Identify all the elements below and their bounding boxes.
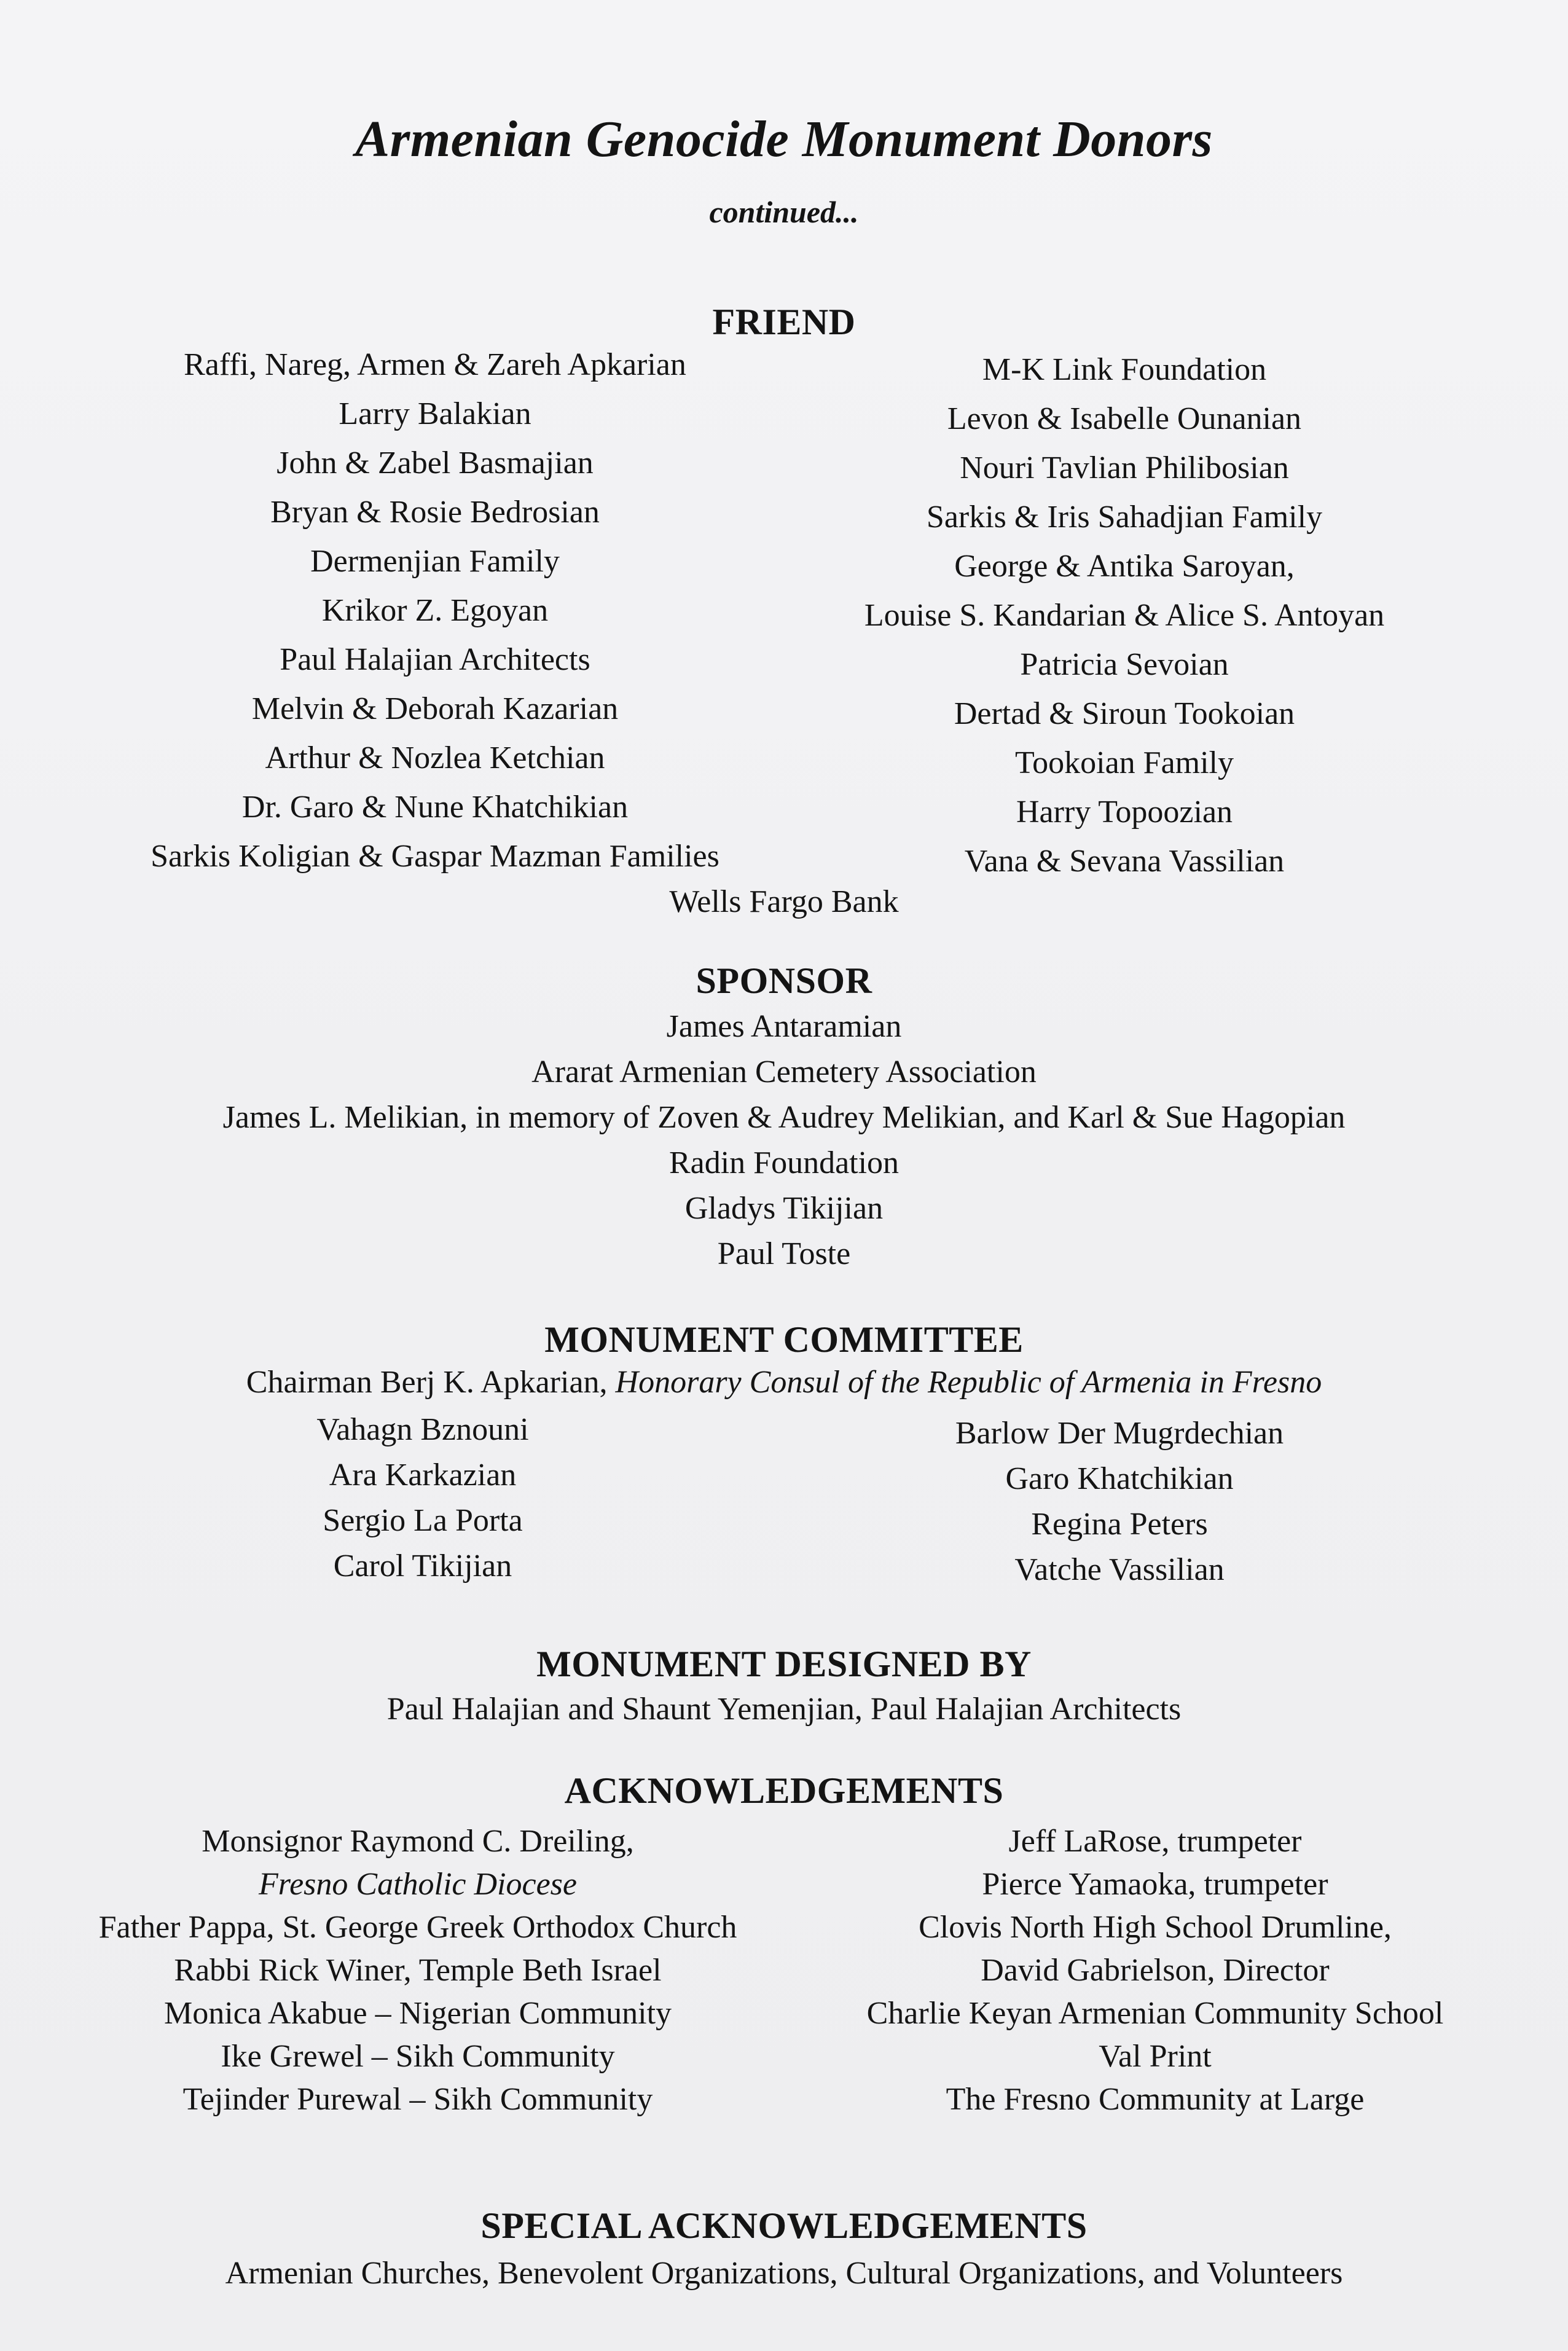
acknowledgement-entry: Val Print [1099,2039,1212,2074]
friend-last-entry: Wells Fargo Bank [669,884,899,919]
friend-name: Tookoian Family [1014,745,1234,780]
friend-name: George & Antika Saroyan, [954,549,1295,584]
friend-name: Dr. Garo & Nune Khatchikian [241,790,629,825]
acknowledgement-entry: Clovis North High School Drumline, [919,1910,1392,1945]
friend-name: Patricia Sevoian [1020,647,1229,682]
special-acknowledgements-text: Armenian Churches, Benevolent Organizations, Cultural Organizations, and Volunteers [225,2256,1343,2291]
committee-heading: MONUMENT COMMITTEE [544,1319,1024,1360]
acknowledgement-entry: Fresno Catholic Diocese [259,1867,577,1902]
committee-right-column [737,1411,1502,1593]
friend-name: Nouri Tavlian Philibosian [960,450,1289,485]
friend-name: Bryan & Rosie Bedrosian [270,495,600,530]
acknowledgements-right-column [774,1820,1536,2121]
committee-member: Vatche Vassilian [1014,1552,1225,1587]
friend-name: Dertad & Siroun Tookoian [954,696,1295,731]
acknowledgement-entry: Charlie Keyan Armenian Community School [866,1996,1444,2031]
friend-name: Melvin & Deborah Kazarian [251,691,619,726]
friend-name: Larry Balakian [339,396,531,431]
committee-chairman [0,1364,1568,1400]
friend-right-column [713,345,1536,886]
sponsor-name: James Antaramian [666,1009,902,1044]
sponsor-name: Gladys Tikijian [684,1191,884,1226]
special-acknowledgements-heading: SPECIAL ACKNOWLEDGEMENTS [480,2205,1088,2246]
acknowledgement-entry: Ike Grewel – Sikh Community [221,2039,615,2074]
friend-name: Louise S. Kandarian & Alice S. Antoyan [864,598,1385,633]
sponsor-name: Radin Foundation [668,1145,900,1180]
page-title: Armenian Genocide Monument Donors [355,111,1213,168]
sponsor-name: James L. Melikian, in memory of Zoven & Audrey Melikian, and Karl & Sue Hagopian [222,1100,1346,1135]
friend-name: John & Zabel Basmajian [276,445,594,481]
friend-name: Harry Topoozian [1016,795,1233,830]
sponsor-heading: SPONSOR [696,960,872,1001]
committee-member: Vahagn Bznouni [316,1412,529,1447]
friend-name: Vana & Sevana Vassilian [964,844,1285,879]
friend-name: Krikor Z. Egoyan [321,593,549,628]
acknowledgement-entry: Rabbi Rick Winer, Temple Beth Israel [174,1953,662,1988]
committee-member: Garo Khatchikian [1005,1461,1234,1496]
acknowledgements-left-column [37,1820,799,2121]
acknowledgement-entry: Pierce Yamaoka, trumpeter [982,1867,1328,1902]
page-subtitle: continued... [709,195,859,229]
friend-name: Raffi, Nareg, Armen & Zareh Apkarian [184,347,686,382]
chairman-title: Honorary Consul of the Republic of Armenia in Fresno [615,1365,1322,1400]
acknowledgements-heading: ACKNOWLEDGEMENTS [564,1770,1004,1811]
committee-left-column [0,1407,845,1589]
acknowledgement-entry: David Gabrielson, Director [981,1953,1330,1988]
acknowledgement-entry: The Fresno Community at Large [946,2082,1365,2117]
acknowledgement-entry: Monica Akabue – Nigerian Community [163,1996,672,2031]
friend-name: M-K Link Foundation [982,352,1267,387]
committee-member: Carol Tikijian [333,1548,512,1584]
acknowledgement-entry: Jeff LaRose, trumpeter [1008,1824,1302,1859]
committee-member: Regina Peters [1031,1507,1208,1542]
committee-member: Barlow Der Mugrdechian [955,1416,1284,1451]
friend-name: Sarkis Koligian & Gaspar Mazman Families [151,839,719,874]
sponsor-list [0,1004,1568,1277]
acknowledgement-entry: Monsignor Raymond C. Dreiling, [202,1824,634,1859]
acknowledgement-entry: Tejinder Purewal – Sikh Community [182,2082,653,2117]
committee-member: Ara Karkazian [329,1458,517,1493]
chairman-name: Chairman Berj K. Apkarian, [246,1365,608,1400]
designed-heading: MONUMENT DESIGNED BY [536,1644,1032,1684]
friend-name: Arthur & Nozlea Ketchian [265,740,605,775]
friend-name: Dermenjian Family [310,544,560,579]
friend-name: Paul Halajian Architects [280,642,590,677]
friend-name: Sarkis & Iris Sahadjian Family [926,500,1323,535]
designed-text: Paul Halajian and Shaunt Yemenjian, Paul Halajian Architects [386,1692,1182,1727]
committee-member: Sergio La Porta [323,1503,523,1538]
friend-name: Levon & Isabelle Ounanian [947,401,1302,436]
sponsor-name: Paul Toste [717,1236,851,1271]
friend-heading: FRIEND [712,302,856,342]
acknowledgement-entry: Father Pappa, St. George Greek Orthodox Church [98,1910,737,1945]
sponsor-name: Ararat Armenian Cemetery Association [531,1054,1037,1089]
